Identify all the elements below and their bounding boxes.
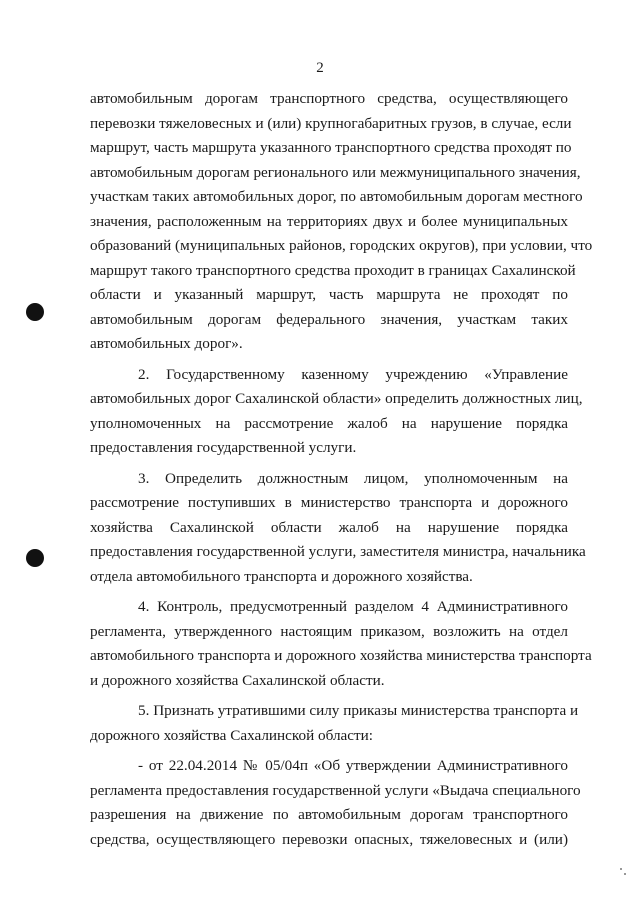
text-line: участкам таких автомобильных дорог, по автомобильным дорогам местного [90,188,583,205]
text-line: регламента предоставления государственной услуги «Выдача специального [90,781,581,799]
text-line: 5. Признать утратившими силу приказы министерства транспорта и [138,702,579,719]
text-line: уполномоченных на рассмотрение жалоб на нарушение порядка [90,414,568,432]
text-line: предоставления государственной услуги, заместителя министра, начальника [90,543,586,560]
text-line: 4. Контроль, предусмотренный разделом 4 Административного [138,598,568,615]
text-line: автомобильным дорогам регионального или межмуниципального значения, [90,163,581,181]
text-line: автомобильного транспорта и дорожного хозяйства министерства транспорта [90,647,592,664]
text-line: разрешения на движение по автомобильным дорогам транспортного [90,806,568,823]
text-line: отдела автомобильного транспорта и дорожного хозяйства. [90,567,473,585]
text-line: значения, расположенным на территориях двух и более муниципальных [90,212,568,230]
text-line: 2. Государственному казенному учреждению «Управление [138,365,568,383]
text-line: автомобильных дорог». [90,335,243,352]
paragraph-item-4 [90,595,592,693]
text-line: предоставления государственной услуги. [90,439,357,456]
paragraph-item-2 [90,363,583,461]
text-line: перевозки тяжеловесных и (или) крупногабаритных грузов, в случае, если [90,114,572,132]
paragraph-continuation [90,87,593,357]
scan-speck [624,873,626,875]
text-line: регламента, утвержденного настоящим приказом, возложить на отдел [90,622,568,640]
text-line: области и указанный маршрут, часть маршрута не проходят по [90,286,568,303]
paragraph-item-3 [90,467,586,590]
punch-hole-mark [26,549,44,567]
paragraph-item-5 [90,699,579,748]
page-number: 2 [316,60,324,76]
text-line: маршрут, часть маршрута указанного транспортного средства проходят по [90,139,572,156]
text-line: автомобильным дорогам федерального значения, участкам таких [90,310,568,328]
text-line: 3. Определить должностным лицом, уполномоченным на [138,469,568,487]
punch-hole-mark [26,303,44,321]
text-line: и дорожного хозяйства Сахалинской области. [90,671,385,689]
text-line: средства, осуществляющего перевозки опасных, тяжеловесных и (или) [90,830,568,848]
scan-speck [620,868,622,870]
text-line: - от 22.04.2014 № 05/04п «Об утверждении Административного [138,757,568,774]
document-body [90,87,593,852]
text-line: хозяйства Сахалинской области жалоб на нарушение порядка [90,518,568,536]
text-line: рассмотрение поступивших в министерство транспорта и дорожного [90,494,568,511]
text-line: маршрут такого транспортного средства проходит в границах Сахалинской [90,261,576,279]
text-line: автомобильным дорогам транспортного средства, осуществляющего [90,90,568,107]
text-line: автомобильных дорог Сахалинской области» определить должностных лиц, [90,390,583,407]
paragraph-list-item [90,754,581,852]
text-line: образований (муниципальных районов, городских округов), при условии, что [90,237,593,254]
text-line: дорожного хозяйства Сахалинской области: [90,726,374,744]
